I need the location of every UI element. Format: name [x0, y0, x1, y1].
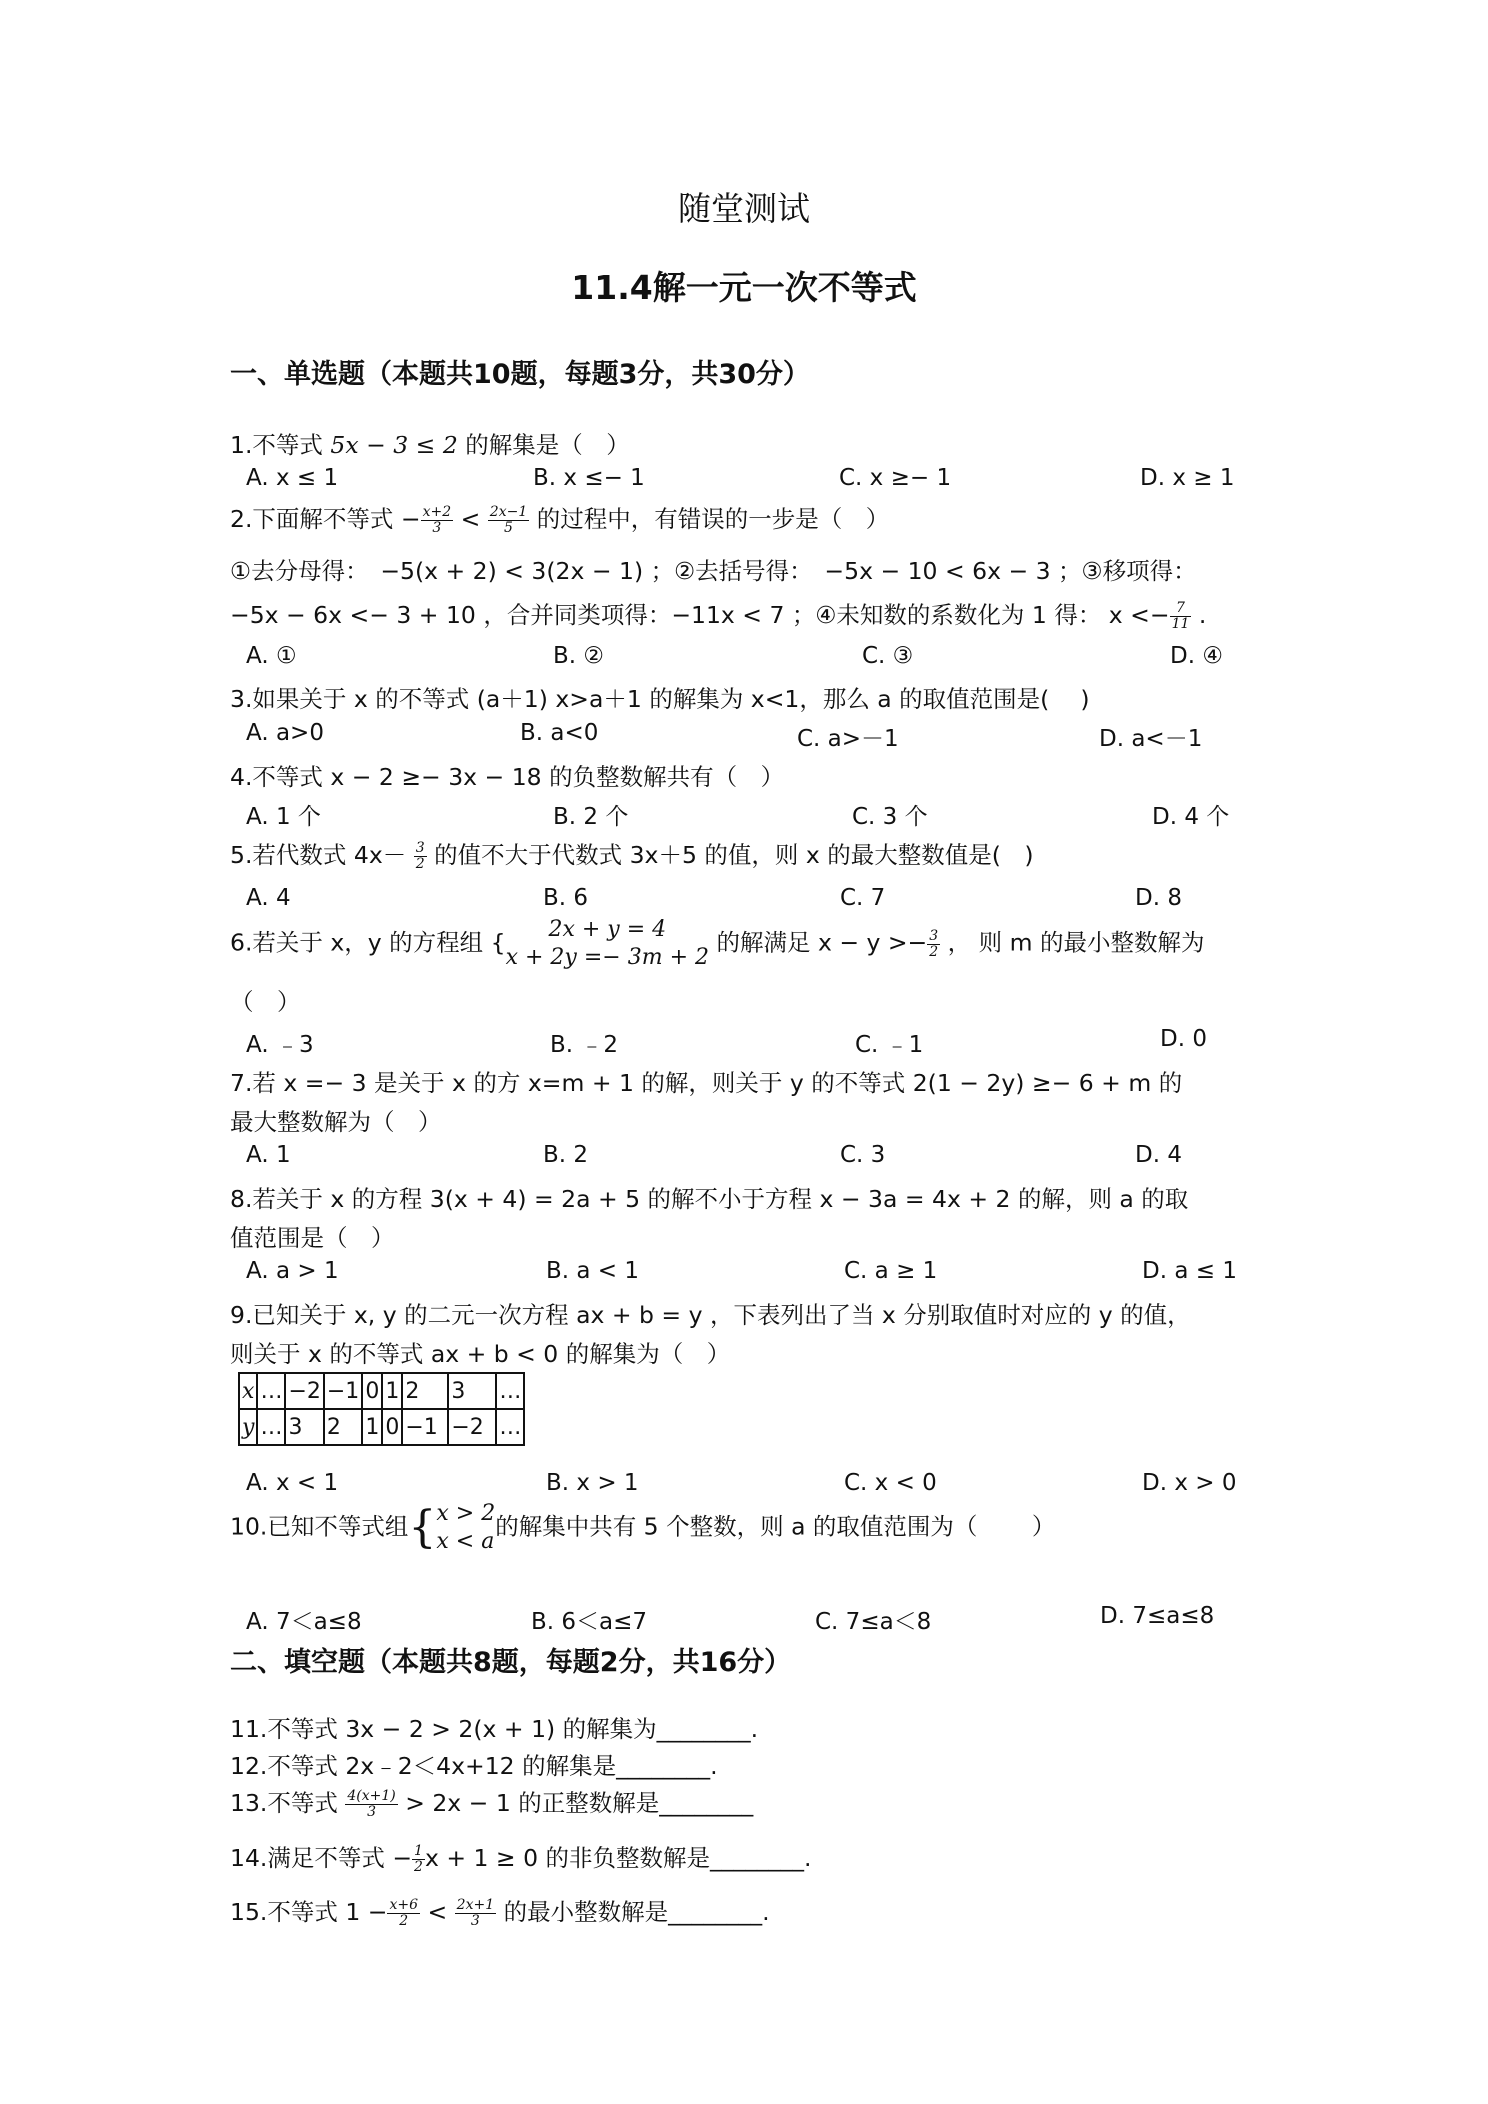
option-d[interactable]: D. x ≥ 1: [1140, 465, 1235, 491]
inequality-system: [436, 1500, 495, 1556]
question-text: > 2x − 1 的正整数解是________: [397, 1789, 754, 1817]
question-9: 9.已知关于 x, y 的二元一次方程 ax + b = y ，下表列出了当 x 分别取值时对应的 y 的值，: [230, 1301, 1191, 1329]
question-7-line-2: 最大整数解为（ ）: [230, 1108, 442, 1136]
table-row-x: [239, 1373, 524, 1409]
table-cell: 2: [402, 1373, 448, 1409]
page-subtitle: 11.4解一元一次不等式: [571, 268, 917, 307]
fraction: [488, 505, 529, 536]
less-than: <: [453, 505, 488, 533]
question-8-line-2: 值范围是（ ）: [230, 1224, 395, 1252]
table-cell: …: [257, 1409, 285, 1445]
section-heading-single-choice: 一、单选题（本题共10题，每题3分，共30分）: [230, 359, 810, 390]
denominator: 11: [1171, 616, 1190, 632]
table-cell: 2: [324, 1409, 362, 1445]
denominator: 3: [432, 520, 442, 536]
table-cell: −1: [324, 1373, 362, 1409]
option-c[interactable]: C. 3: [840, 1142, 886, 1168]
question-text: 15.不等式 1 −: [230, 1898, 388, 1926]
question-2-line-3: [230, 596, 1206, 632]
question-text: 的过程中，有错误的一步是（ ）: [529, 505, 890, 533]
option-d[interactable]: D. x > 0: [1142, 1470, 1237, 1496]
question-6: [230, 916, 1204, 972]
table-cell: 3: [448, 1373, 496, 1409]
table-cell: x: [239, 1373, 257, 1409]
question-text: .: [1191, 601, 1207, 629]
question-13: [230, 1784, 753, 1820]
brace-icon: {: [408, 1502, 437, 1553]
equation-2: x + 2y =− 3m + 2: [505, 945, 709, 970]
option-b[interactable]: B. a<0: [520, 720, 599, 746]
question-text: 13.不等式: [230, 1789, 346, 1817]
value-table: [238, 1372, 525, 1446]
inequality-1: x > 2: [436, 1501, 496, 1526]
question-2: [230, 500, 889, 536]
table-cell: …: [257, 1373, 285, 1409]
numerator: 7: [1170, 601, 1192, 617]
question-text: 的解满足 x − y >−: [709, 928, 928, 957]
table-cell: …: [496, 1409, 524, 1445]
option-b[interactable]: B. 2: [543, 1142, 589, 1168]
option-d[interactable]: D. 4 个: [1152, 804, 1230, 830]
option-c[interactable]: C. ﹣1: [855, 1032, 924, 1058]
option-c[interactable]: C. x ≥− 1: [839, 465, 952, 491]
denominator: 2: [415, 856, 425, 872]
denominator: 2: [929, 943, 939, 960]
numerator: 3: [929, 927, 939, 944]
numerator: 3: [415, 840, 425, 856]
table-cell: 0: [382, 1409, 402, 1445]
fraction: [387, 1898, 420, 1929]
question-3: 3.如果关于 x 的不等式 (a＋1) x>a＋1 的解集为 x<1，那么 a 的取值范围是( ): [230, 685, 1090, 713]
question-text: 1.不等式: [230, 431, 331, 459]
question-text: 5.若代数式 4x－: [230, 841, 414, 869]
table-cell: 0: [362, 1373, 382, 1409]
question-text: 的解集是（ ）: [457, 431, 630, 459]
question-text: 10.已知不等式组: [230, 1512, 409, 1541]
option-a[interactable]: A. x ≤ 1: [246, 465, 339, 491]
denominator: 2: [399, 1913, 409, 1929]
option-b[interactable]: B. 2 个: [553, 804, 629, 830]
option-a[interactable]: A. a > 1: [246, 1258, 339, 1284]
option-b[interactable]: B. x > 1: [546, 1470, 639, 1496]
table-cell: −2: [448, 1409, 496, 1445]
option-c[interactable]: C. 3 个: [852, 804, 928, 830]
fraction: [412, 1844, 425, 1875]
table-cell: y: [239, 1409, 257, 1445]
question-8: 8.若关于 x 的方程 3(x + 4) = 2a + 5 的解不小于方程 x − 3a = 4x + 2 的解，则 a 的取: [230, 1185, 1189, 1213]
option-d[interactable]: D. 8: [1135, 885, 1182, 911]
less-than: <: [420, 1898, 455, 1926]
fraction: [455, 1898, 496, 1929]
numerator: x+6: [389, 1897, 419, 1913]
table-cell: 3: [285, 1409, 323, 1445]
question-12: 12.不等式 2x﹣2＜4x+12 的解集是________.: [230, 1752, 718, 1780]
option-b[interactable]: B. x ≤− 1: [533, 465, 645, 491]
option-a[interactable]: A. x < 1: [246, 1470, 339, 1496]
option-d[interactable]: D. 7≤a≤8: [1100, 1603, 1215, 1629]
math-expression: 5x − 3 ≤ 2: [330, 431, 458, 459]
option-d[interactable]: D. 0: [1160, 1026, 1207, 1052]
fraction: [1170, 601, 1192, 632]
option-c[interactable]: C. ③: [862, 643, 914, 669]
option-a[interactable]: A. 4: [246, 885, 291, 911]
table-row-y: [239, 1409, 524, 1445]
table-cell: −1: [402, 1409, 448, 1445]
question-text: 6.若关于 x，y 的方程组 {: [230, 928, 506, 957]
question-7: 7.若 x =− 3 是关于 x 的方 x=m + 1 的解，则关于 y 的不等式 2(1 − 2y) ≥− 6 + m 的: [230, 1069, 1183, 1097]
numerator: 2x+1: [456, 1897, 495, 1913]
numerator: 1: [414, 1843, 423, 1859]
fraction: [421, 505, 454, 536]
question-text: 14.满足不等式 −: [230, 1844, 413, 1872]
option-a[interactable]: A. a>0: [246, 720, 324, 746]
equation-system: [506, 916, 709, 972]
fraction: [345, 1789, 397, 1820]
question-11: 11.不等式 3x − 2 > 2(x + 1) 的解集为________.: [230, 1715, 759, 1743]
option-a[interactable]: A. ①: [246, 643, 297, 669]
option-a[interactable]: A. 1: [246, 1142, 291, 1168]
option-a[interactable]: A. ﹣3: [246, 1032, 314, 1058]
question-6-line-2: （ ）: [230, 988, 301, 1016]
table-cell: 1: [362, 1409, 382, 1445]
question-10: [230, 1500, 1055, 1556]
table-cell: 1: [382, 1373, 402, 1409]
question-text: −5x − 6x <− 3 + 10 ，合并同类项得：−11x < 7 ；④未知数的系数化为 1 得： x <−: [230, 601, 1170, 629]
question-text: 2.下面解不等式 −: [230, 505, 421, 533]
question-text: 的值不大于代数式 3x＋5 的值，则 x 的最大整数值是( ): [426, 841, 1034, 869]
numerator: x+2: [422, 504, 452, 520]
question-4: 4.不等式 x − 2 ≥− 3x − 18 的负整数解共有（ ）: [230, 763, 785, 791]
inequality-2: x < a: [436, 1529, 495, 1554]
question-text: 的最小整数解是________.: [496, 1898, 770, 1926]
denominator: 3: [470, 1913, 480, 1929]
equation-1: 2x + y = 4: [548, 917, 667, 942]
option-c[interactable]: C. a ≥ 1: [844, 1258, 938, 1284]
option-c[interactable]: C. x < 0: [844, 1470, 937, 1496]
option-b[interactable]: B. ﹣2: [550, 1032, 619, 1058]
question-1: [230, 426, 630, 460]
option-c[interactable]: C. 7≤a＜8: [815, 1609, 932, 1635]
option-d[interactable]: D. ④: [1170, 643, 1223, 669]
question-text: x + 1 ≥ 0 的非负整数解是________.: [424, 1844, 812, 1872]
numerator: 2x−1: [489, 504, 528, 520]
numerator: 4(x+1): [347, 1788, 396, 1804]
fraction: [927, 929, 940, 960]
table-cell: …: [496, 1373, 524, 1409]
option-b[interactable]: B. ②: [553, 643, 605, 669]
page-title: 随堂测试: [678, 189, 810, 228]
option-b[interactable]: B. 6＜a≤7: [531, 1609, 648, 1635]
question-text: ， 则 m 的最小整数解为: [940, 928, 1205, 957]
denominator: 5: [504, 520, 513, 536]
denominator: 2: [414, 1859, 423, 1875]
option-c[interactable]: C. 7: [840, 885, 886, 911]
option-b[interactable]: B. a < 1: [546, 1258, 640, 1284]
denominator: 3: [367, 1804, 376, 1820]
option-d[interactable]: D. a ≤ 1: [1142, 1258, 1237, 1284]
option-c[interactable]: C. a>－1: [797, 726, 899, 752]
fraction: [414, 841, 427, 872]
option-a[interactable]: A. 1 个: [246, 804, 321, 830]
question-9-line-2: 则关于 x 的不等式 ax + b < 0 的解集为（ ）: [230, 1340, 731, 1368]
option-d[interactable]: D. a<－1: [1099, 726, 1203, 752]
table-cell: −2: [285, 1373, 323, 1409]
question-15: [230, 1893, 770, 1929]
question-14: [230, 1839, 811, 1875]
question-text: 的解集中共有 5 个整数，则 a 的取值范围为（ ）: [495, 1512, 1056, 1541]
section-heading-fill-blank: 二、填空题（本题共8题，每题2分，共16分）: [230, 1647, 792, 1678]
question-5: [230, 836, 1034, 872]
option-a[interactable]: A. 7＜a≤8: [246, 1609, 362, 1635]
question-2-line-2: ①去分母得： −5(x + 2) < 3(2x − 1) ；②去括号得： −5x − 10 < 6x − 3 ；③移项得：: [230, 557, 1197, 585]
option-b[interactable]: B. 6: [543, 885, 589, 911]
option-d[interactable]: D. 4: [1135, 1142, 1182, 1168]
